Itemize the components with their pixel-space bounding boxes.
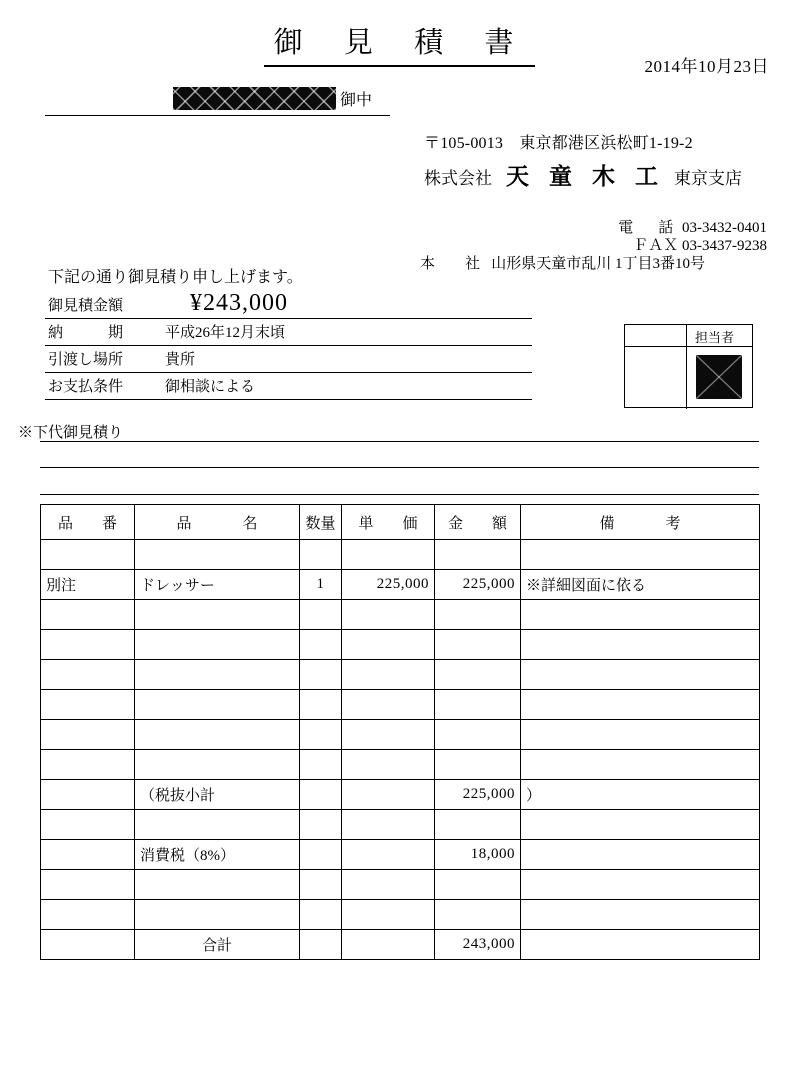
cell-qty: 1: [300, 570, 342, 600]
cell-amount: [435, 540, 521, 570]
cell-unit-price: [342, 930, 435, 960]
cell-note: ※詳細図面に依る: [521, 570, 760, 600]
cell-unit-price: [342, 720, 435, 750]
condition-value: 貴所: [165, 352, 196, 368]
cell-name: 合計: [135, 930, 300, 960]
cell-name: 消費税（8%）: [135, 840, 300, 870]
column-header-name: 品 名: [135, 505, 300, 540]
customer-line: [45, 86, 390, 116]
table-row: [41, 570, 760, 600]
fax-label: ＦＡＸ: [633, 238, 679, 254]
separator-rule-1: [40, 441, 759, 442]
cell-amount: 225,000: [435, 780, 521, 810]
cell-qty: [300, 780, 342, 810]
condition-label: 納 期: [48, 325, 124, 341]
cell-name: [135, 600, 300, 630]
table-row: [41, 720, 760, 750]
lead-sentence: 下記の通り御見積り申し上げます。: [48, 269, 303, 286]
cell-note: [521, 630, 760, 660]
condition-row-payment-terms: [45, 373, 532, 400]
cell-amount: [435, 630, 521, 660]
cell-amount: 243,000: [435, 930, 521, 960]
cell-name: [135, 690, 300, 720]
cell-note: [521, 900, 760, 930]
table-row: [41, 810, 760, 840]
cell-hinban: [41, 810, 135, 840]
cell-name: [135, 630, 300, 660]
cell-hinban: [41, 900, 135, 930]
charge-person-box: [624, 324, 753, 408]
conditions-block: [45, 292, 532, 400]
table-row: [41, 690, 760, 720]
cell-qty: [300, 750, 342, 780]
cell-unit-price: [342, 600, 435, 630]
cell-name: [135, 810, 300, 840]
column-header-unit-price: 単 価: [342, 505, 435, 540]
cell-name: （税抜小計: [135, 780, 300, 810]
cell-hinban: [41, 780, 135, 810]
condition-row-delivery-date: [45, 319, 532, 346]
cell-hinban: [41, 690, 135, 720]
cell-note: [521, 870, 760, 900]
quotation-amount-value: ¥243,000: [190, 290, 288, 316]
condition-note: ※下代御見積り: [18, 425, 124, 441]
cell-name: [135, 540, 300, 570]
condition-label: 御見積金額: [48, 298, 124, 314]
cell-unit-price: [342, 750, 435, 780]
cell-note: [521, 690, 760, 720]
cell-qty: [300, 870, 342, 900]
cell-unit-price: [342, 540, 435, 570]
fax-number: 03-3437-9238: [682, 238, 767, 254]
cell-hinban: [41, 720, 135, 750]
cell-qty: [300, 720, 342, 750]
cell-unit-price: [342, 840, 435, 870]
cell-hinban: [41, 630, 135, 660]
vendor-company-prefix: 株式会社: [424, 169, 492, 188]
cell-note: [521, 930, 760, 960]
cell-unit-price: 225,000: [342, 570, 435, 600]
cell-hinban: [41, 660, 135, 690]
cell-note: [521, 600, 760, 630]
table-row: [41, 930, 760, 960]
cell-hinban: [41, 540, 135, 570]
vendor-headquarters: [420, 252, 705, 273]
document-date: 2014年10月23日: [644, 57, 769, 76]
charge-person-label: 担当者: [695, 330, 735, 345]
cell-amount: [435, 870, 521, 900]
cell-amount: 225,000: [435, 570, 521, 600]
telephone-number: 03-3432-0401: [682, 220, 767, 236]
cell-qty: [300, 840, 342, 870]
cell-name: [135, 750, 300, 780]
condition-value: 御相談による: [165, 379, 256, 395]
cell-qty: [300, 900, 342, 930]
cell-amount: [435, 720, 521, 750]
condition-row-delivery-place: [45, 346, 532, 373]
cell-note: [521, 750, 760, 780]
cell-name: [135, 870, 300, 900]
cell-unit-price: [342, 780, 435, 810]
charge-person-stamp-redacted: [696, 355, 742, 399]
cell-hinban: [41, 930, 135, 960]
cell-hinban: 別注: [41, 570, 135, 600]
cell-qty: [300, 930, 342, 960]
cell-unit-price: [342, 870, 435, 900]
charge-box-divider: [686, 325, 687, 409]
cell-amount: [435, 810, 521, 840]
cell-amount: 18,000: [435, 840, 521, 870]
table-row: [41, 660, 760, 690]
cell-hinban: [41, 750, 135, 780]
cell-note: [521, 660, 760, 690]
cell-unit-price: [342, 690, 435, 720]
headquarters-label: 本 社: [420, 256, 481, 272]
vendor-branch: 東京支店: [674, 169, 743, 188]
cell-name: [135, 900, 300, 930]
headquarters-address: 山形県天童市乱川 1丁目3番10号: [491, 256, 706, 272]
column-header-hinban: 品 番: [41, 505, 135, 540]
table-row: [41, 600, 760, 630]
condition-row-amount: [45, 292, 532, 319]
cell-hinban: [41, 840, 135, 870]
cell-name: [135, 720, 300, 750]
items-table-header: [41, 505, 760, 540]
table-row: [41, 750, 760, 780]
cell-note: ）: [521, 780, 760, 810]
separator-rule-2: [40, 467, 759, 468]
customer-honorific: 御中: [340, 92, 373, 109]
cell-amount: [435, 750, 521, 780]
separator-rule-3: [40, 494, 759, 495]
cell-hinban: [41, 600, 135, 630]
table-row: [41, 780, 760, 810]
column-header-amount: 金 額: [435, 505, 521, 540]
cell-unit-price: [342, 630, 435, 660]
column-header-qty: 数量: [300, 505, 342, 540]
condition-label: お支払条件: [48, 379, 124, 395]
condition-value: 平成26年12月末頃: [165, 325, 286, 341]
table-row: [41, 540, 760, 570]
cell-note: [521, 540, 760, 570]
cell-note: [521, 840, 760, 870]
table-row: [41, 630, 760, 660]
items-table-body: [41, 540, 760, 960]
cell-unit-price: [342, 660, 435, 690]
cell-name: ドレッサー: [135, 570, 300, 600]
cell-qty: [300, 600, 342, 630]
cell-amount: [435, 600, 521, 630]
cell-unit-price: [342, 900, 435, 930]
table-header-row: [41, 505, 760, 540]
cell-hinban: [41, 870, 135, 900]
cell-note: [521, 720, 760, 750]
column-header-note: 備 考: [521, 505, 760, 540]
vendor-name-line: [424, 158, 742, 191]
cell-name: [135, 660, 300, 690]
cell-qty: [300, 690, 342, 720]
cell-amount: [435, 900, 521, 930]
cell-qty: [300, 540, 342, 570]
customer-name-redacted: [173, 87, 336, 110]
cell-unit-price: [342, 810, 435, 840]
cell-amount: [435, 660, 521, 690]
vendor-company-name: 天 童 木 工: [506, 163, 665, 190]
cell-amount: [435, 690, 521, 720]
items-table: [40, 504, 760, 960]
cell-qty: [300, 660, 342, 690]
vendor-address: 〒105-0013 東京都港区浜松町1-19-2: [424, 135, 693, 152]
cell-note: [521, 810, 760, 840]
table-row: [41, 840, 760, 870]
telephone-label: 電 話: [618, 220, 679, 236]
table-row: [41, 900, 760, 930]
cell-qty: [300, 630, 342, 660]
page-title: 御 見 積 書: [264, 20, 536, 67]
table-row: [41, 870, 760, 900]
cell-qty: [300, 810, 342, 840]
condition-label: 引渡し場所: [48, 352, 124, 368]
